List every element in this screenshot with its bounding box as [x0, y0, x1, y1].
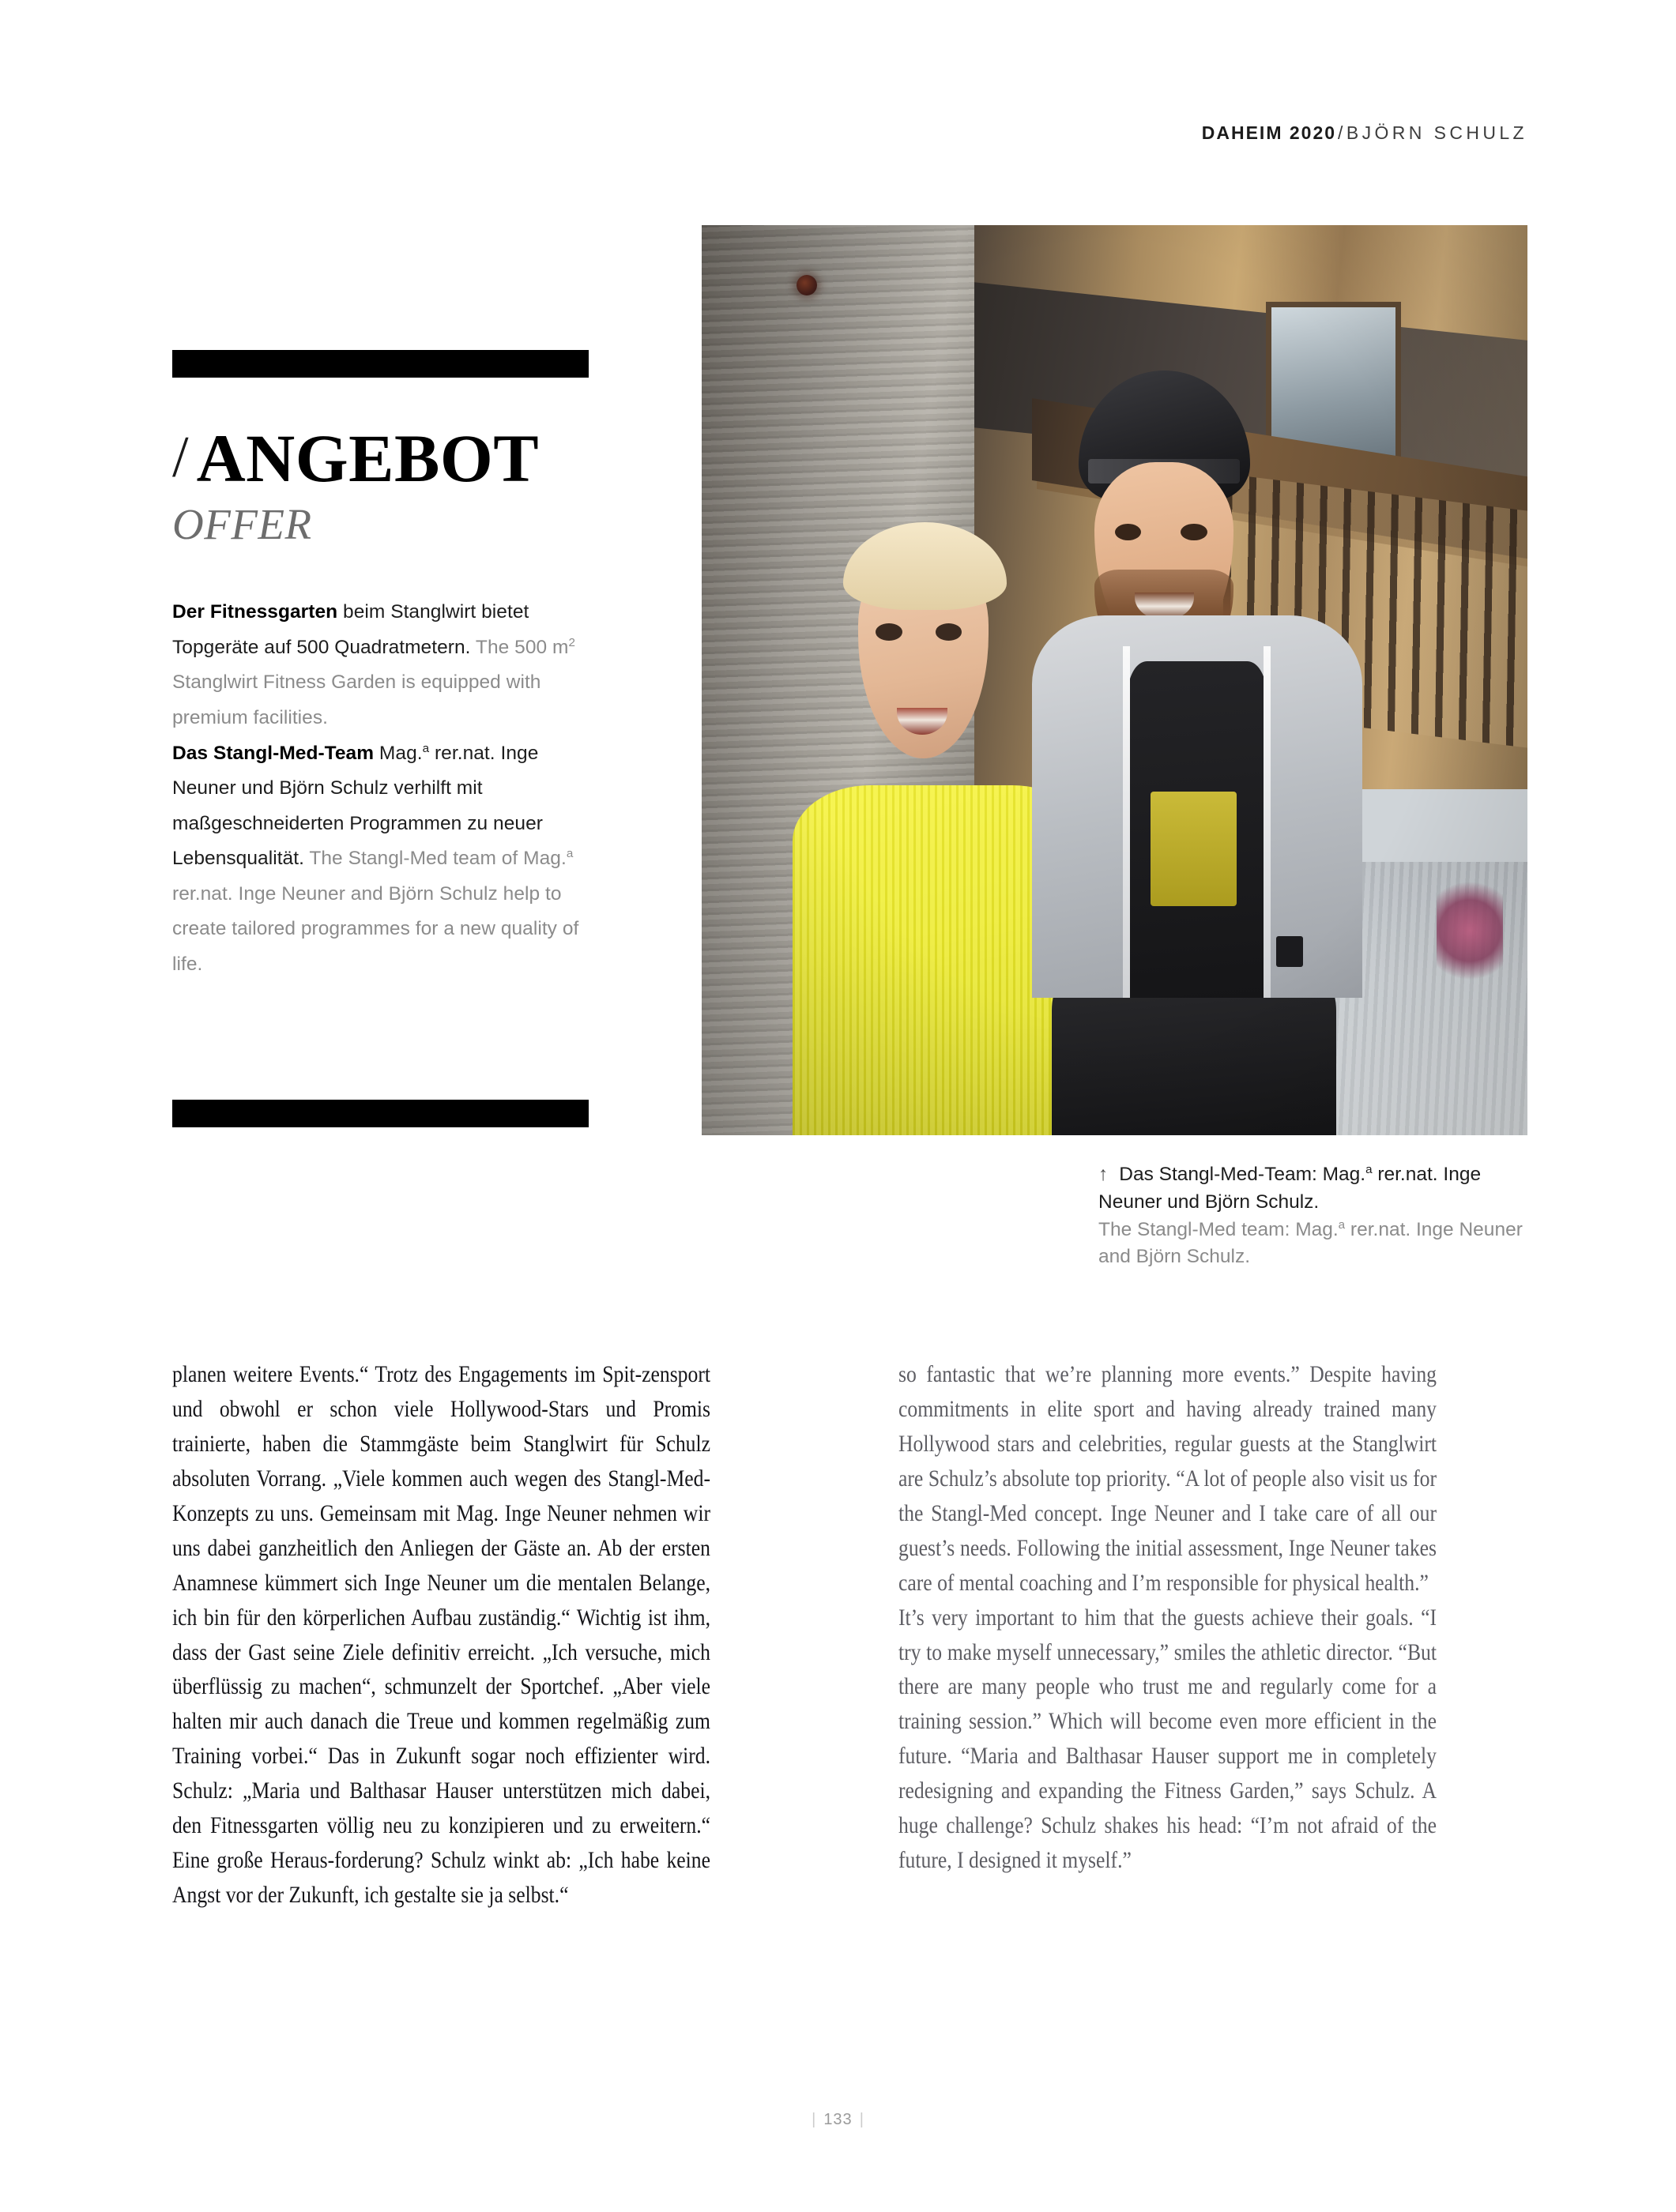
running-head-issue: DAHEIM 2020: [1201, 122, 1337, 143]
body-german-paragraph: planen weitere Events.“ Trotz des Engagements im Spit-zensport und obwohl er schon viele Hollywood-Stars und Promis trainierte, haben die Stammgäste beim Stanglwirt für Schulz absoluten Vorrang. „Viele kommen auch wegen des Stangl-Med-Konzepts zu uns. Gemeinsam mit Mag. Inge Neuner nehmen wir uns dabei ganzheitlich den Anliegen der Gäste an. Ab der ersten Anamnese kümmert sich Inge Neuner um die mentalen Belange, ich bin für den körperlichen Aufbau zuständig.“ Wichtig ist ihm, dass der Gast seine Ziele definitiv erreicht. „Ich versuche, mich überflüssig zu machen“, schmunzelt der Sportchef. „Aber viele halten mir auch danach die Treue und kommen regelmäßig zum Training vorbei.“ Das in Zukunft sogar noch effizienter wird. Schulz: „Maria und Balthasar Hauser unterstützen mich dabei, den Fitnessgarten völlig neu zu konzipieren und zu erweitern.“ Eine große Heraus-forderung? Schulz winkt ab: „Ich habe keine Angst vor der Zukunft, ich gestalte sie ja selbst.“: [172, 1361, 711, 1909]
page-number: 133: [823, 2111, 853, 2128]
standfirst-lead-2: Das Stangl-Med-Team: [172, 742, 375, 764]
folio-bar-right: |: [859, 2111, 864, 2128]
caption-english-post: rer.nat. Inge Neuner and Björn Schulz.: [1098, 1218, 1523, 1268]
top-rule-bar: [172, 350, 589, 378]
standfirst-english-2-pre: The Stangl-Med team of Mag.: [303, 848, 567, 870]
folio-bar-left: |: [812, 2111, 817, 2128]
body-english-paragraph-1: so fantastic that we’re planning more events.” Despite having commitments in elite sport and having already trained many Hollywood stars and celebrities, regular guests at the Stanglwirt are Schulz’s absolute top priority. “A lot of people also visit us for the Stangl-Med concept. Inge Neuner and I take care of all our guest’s needs. Following the initial assessment, Inge Neuner takes care of mental coaching and I’m responsible for physical health.”: [898, 1361, 1437, 1596]
caption-german-post: rer.nat. Inge Neuner und Björn Schulz.: [1098, 1164, 1482, 1213]
body-english-paragraph-2: It’s very important to him that the guests achieve their goals. “I try to make myself unnecessary,” smiles the athletic director. “But there are many people who trust me and regularly come for a training session.” Which will become even more efficient in the future. “Maria and Balthasar Hauser support me in completely redesigning and expanding the Fitness Garden,” says Schulz. A huge challenge? Schulz shakes his head: “I’m not afraid of the future, I designed it myself.”: [898, 1604, 1437, 1874]
standfirst-english-2-post: rer.nat. Inge Neuner and Björn Schulz help to create tailored programmes for a new quality of life.: [172, 882, 579, 976]
caption-superscript-de: a: [1365, 1162, 1373, 1176]
standfirst-english-1-pre: The 500 m: [470, 636, 569, 658]
standfirst-german-2-post: rer.nat. Inge Neuner und Björn Schulz verhilft mit maßgeschneiderten Programmen zu neuer Lebensqualität.: [172, 742, 543, 870]
article-photo: [702, 225, 1527, 1135]
body-column-english: [898, 1357, 1437, 1913]
running-head: [1202, 122, 1527, 144]
folio: [0, 2111, 1676, 2129]
page-title: [172, 420, 589, 496]
standfirst-paragraph-1: [172, 595, 589, 735]
caption-german-pre: Das Stangl-Med-Team: Mag.: [1119, 1164, 1366, 1185]
standfirst-german-1: beim Stanglwirt bietet Topgeräte auf 500 Quadratmetern.: [172, 601, 529, 658]
article-intro-column: [172, 350, 589, 983]
caption-english-pre: The Stangl-Med team: Mag.: [1098, 1218, 1339, 1240]
running-head-section: BJÖRN SCHULZ: [1346, 122, 1527, 143]
page-subtitle: OFFER: [172, 500, 312, 549]
caption-superscript-en: a: [1338, 1217, 1346, 1232]
standfirst: [172, 595, 589, 982]
standfirst-superscript-2-de: a: [422, 741, 430, 755]
title-slash: /: [172, 425, 189, 490]
standfirst-english-1-post: Stanglwirt Fitness Garden is equipped with premium facilities.: [172, 672, 541, 728]
body-text-columns: [172, 1357, 1527, 1913]
standfirst-superscript-2-en: a: [566, 847, 574, 861]
standfirst-superscript-1: 2: [568, 635, 575, 649]
running-head-separator: /: [1338, 122, 1345, 143]
body-column-german: [172, 1357, 710, 1913]
photo-scene: [702, 225, 1527, 1135]
photo-vignette: [702, 225, 1527, 1135]
photo-caption: [1098, 1161, 1541, 1271]
standfirst-german-2-pre: Mag.: [374, 742, 423, 764]
bottom-rule-bar: [172, 1100, 589, 1127]
standfirst-paragraph-2: [172, 736, 589, 983]
title-block: [172, 420, 589, 549]
arrow-up-icon: ↑: [1098, 1164, 1109, 1185]
title-word: ANGEBOT: [196, 420, 540, 496]
standfirst-lead-1: Der Fitnessgarten: [172, 601, 338, 623]
